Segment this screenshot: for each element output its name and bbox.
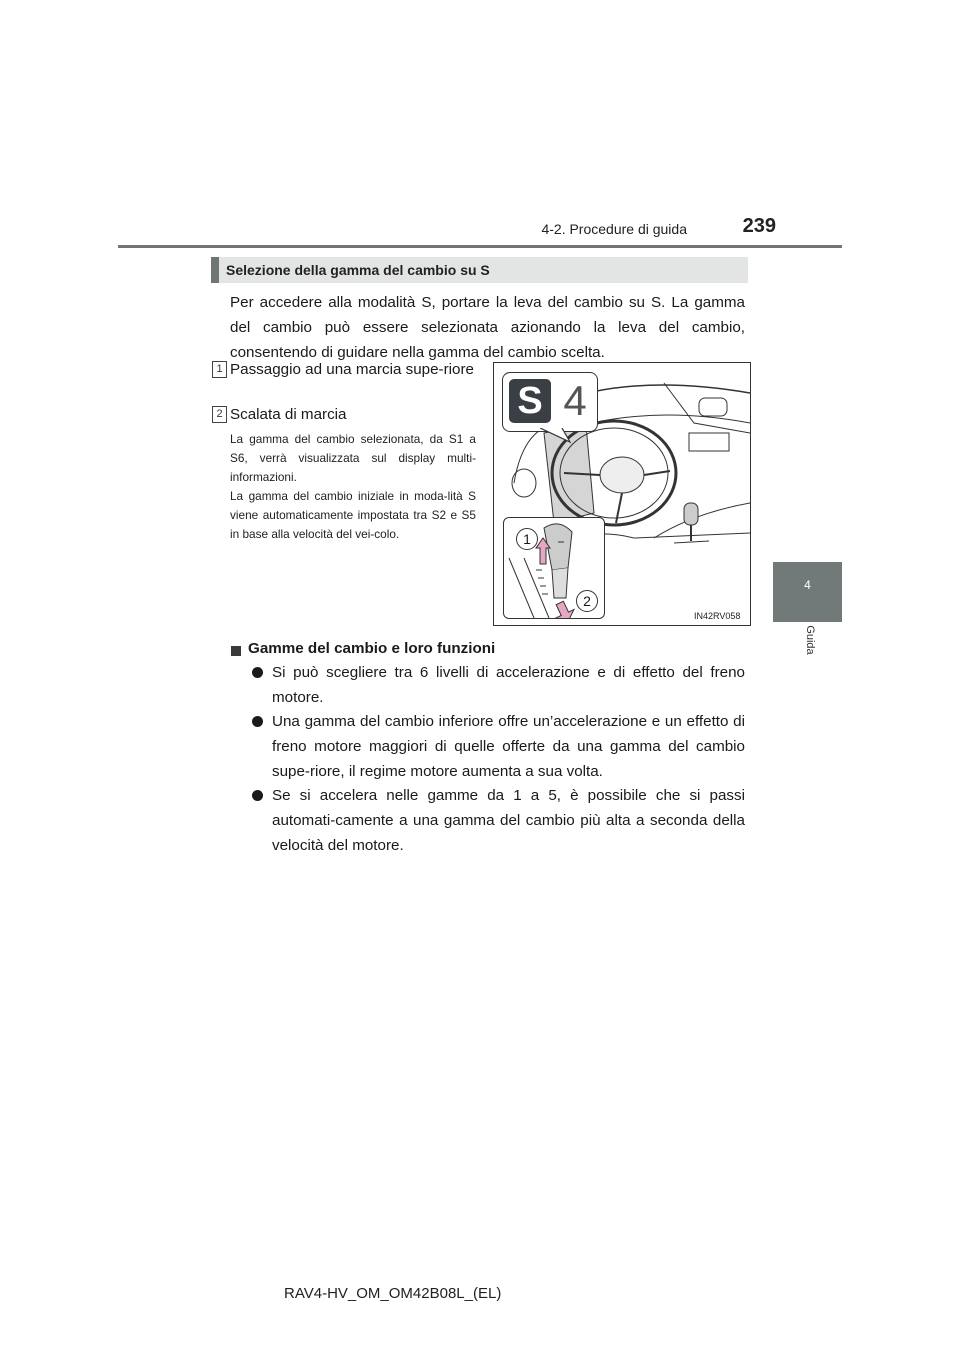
bullet-icon (252, 667, 263, 678)
header-rule (118, 245, 842, 248)
bullet-text-3: Se si accelera nelle gamme da 1 a 5, è possibile che si passi automati-camente a una gamma del cambio più alta a seconda della velocità del motore. (272, 787, 745, 854)
subsection-heading: Gamme del cambio e loro funzioni (248, 640, 496, 657)
display-gear-number: 4 (563, 377, 587, 424)
section-heading: Selezione della gamma del cambio su S (226, 262, 490, 278)
section-label: 4-2. Procedure di guida (541, 221, 687, 237)
item-number-1: 1 (212, 361, 227, 378)
chapter-label: Guida (804, 625, 816, 655)
note-line-1: La gamma del cambio selezionata, da S1 a S6, verrà visualizzata sul display multi-informazioni. (230, 432, 476, 484)
page-number: 239 (742, 215, 776, 237)
bullet-text-1: Si può scegliere tra 6 livelli di accelerazione e di effetto del freno motore. (272, 664, 745, 706)
bullet-icon (252, 716, 263, 727)
chapter-tab (773, 562, 842, 622)
bullet-icon (252, 790, 263, 801)
intro-paragraph: Per accedere alla modalità S, portare la leva del cambio su S. La gamma del cambio può essere selezionata azionando la leva del cambio, consentendo di guidare nella gamma del cambio scelta. (230, 294, 745, 361)
note-block (230, 430, 476, 544)
item-text-1: Passaggio ad una marcia supe-riore (230, 361, 474, 378)
gear-display-badge (502, 372, 598, 432)
bullet-text-2: Una gamma del cambio inferiore offre un’accelerazione e un effetto di freno motore maggiori di quelle offerte da una gamma del cambio supe-riore, il regime motore aumenta a sua volta. (272, 713, 745, 780)
subheading-square-icon (231, 646, 241, 656)
note-line-2: La gamma del cambio iniziale in moda-lità S viene automaticamente impostata tra S2 e S5 in base alla velocità del vei-colo. (230, 489, 476, 541)
footer-doc-code: RAV4-HV_OM_OM42B08L_(EL) (284, 1285, 502, 1302)
item-number-2: 2 (212, 406, 227, 423)
badge-pointer (540, 428, 580, 448)
section-heading-accent (211, 257, 219, 283)
chapter-number: 4 (804, 578, 811, 592)
callout-2: 2 (576, 590, 598, 612)
item-text-2: Scalata di marcia (230, 406, 347, 423)
callout-1: 1 (516, 528, 538, 550)
illustration-code: IN42RV058 (694, 611, 741, 621)
display-mode-s: S (509, 379, 551, 423)
